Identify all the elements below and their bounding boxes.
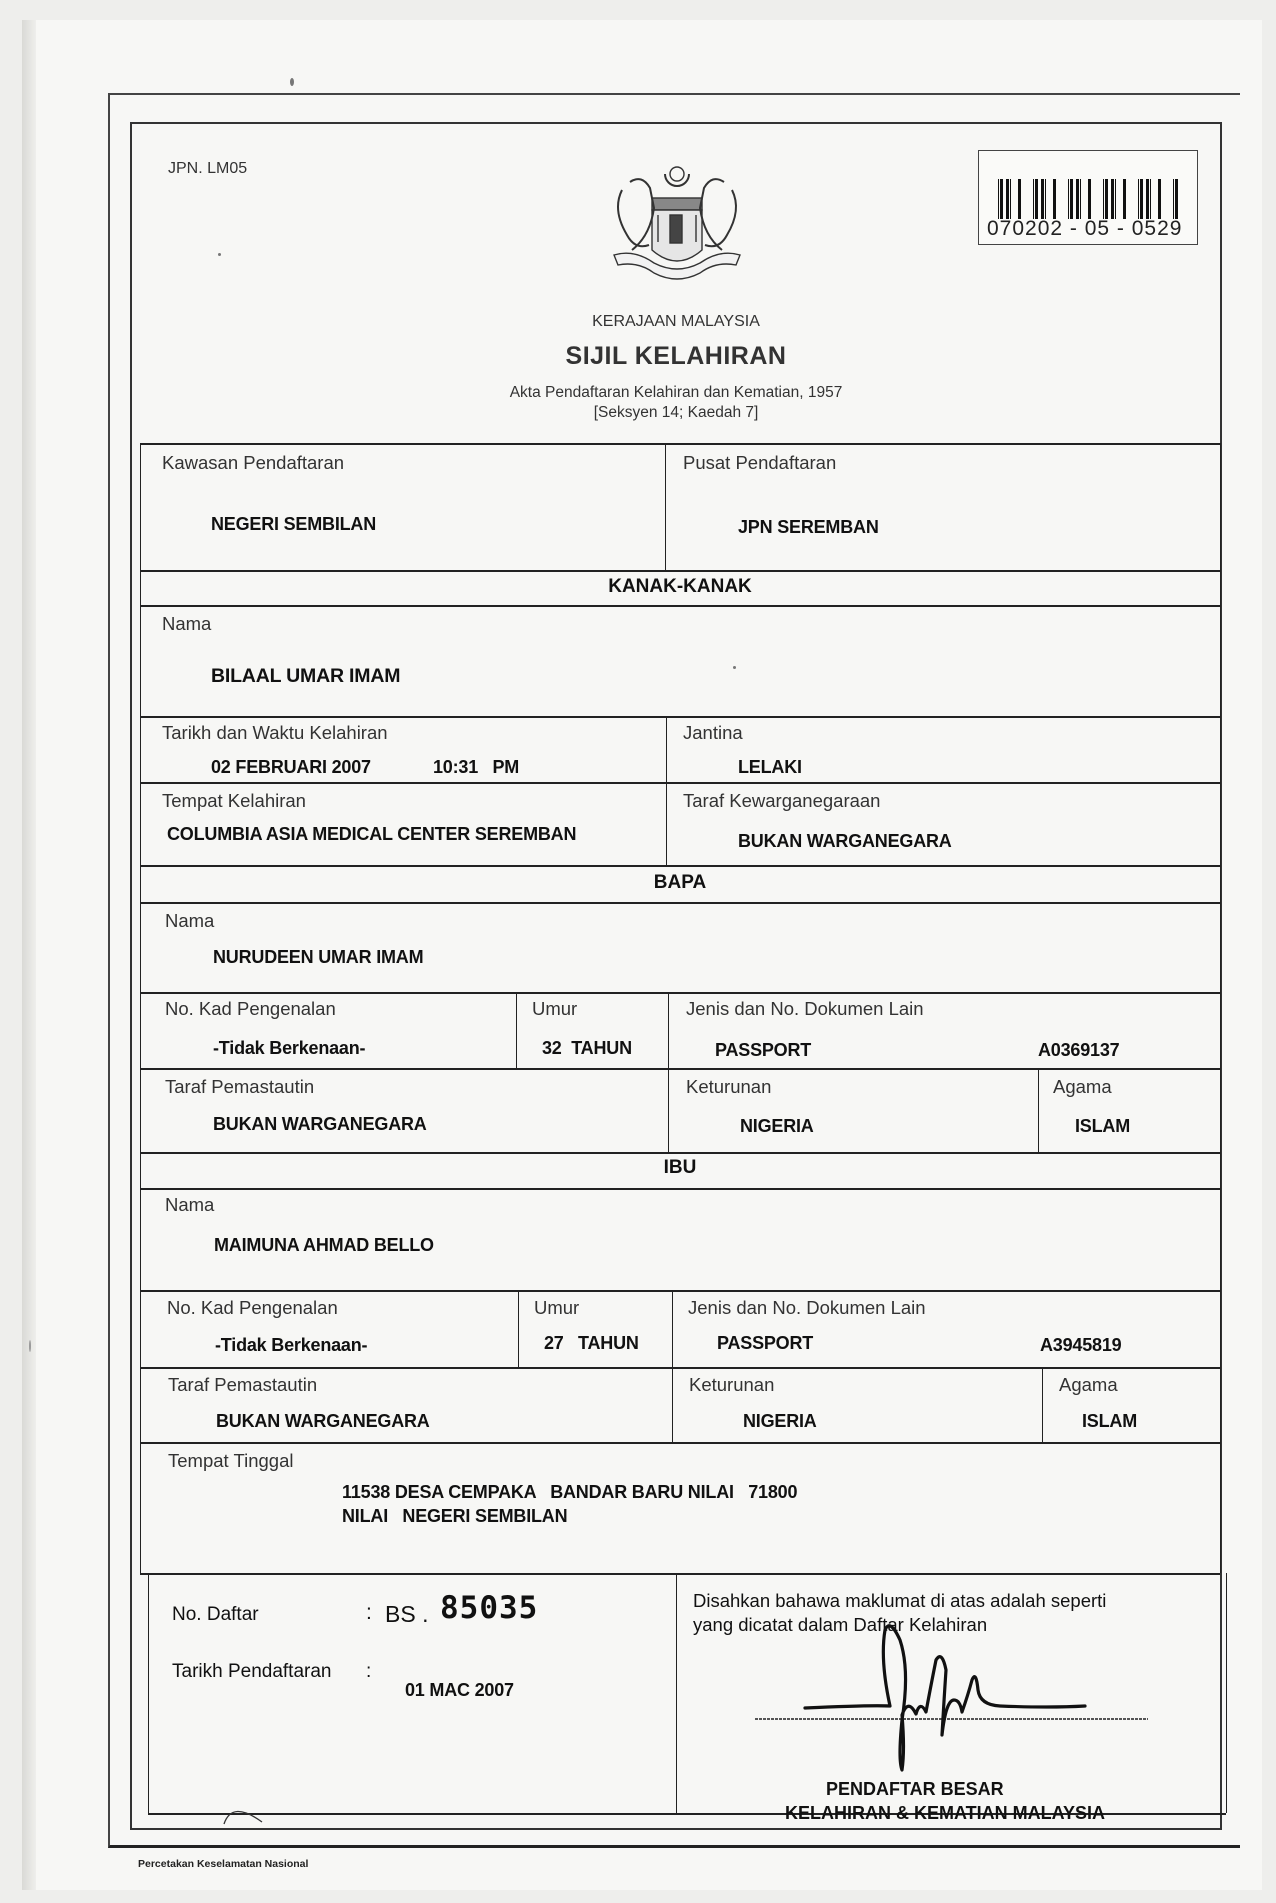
barcode-bar	[1166, 179, 1167, 219]
act-section: [Seksyen 14; Kaedah 7]	[593, 404, 759, 421]
mother-religion-label: Agama	[1059, 1374, 1118, 1395]
father-name-label: Nama	[165, 910, 215, 931]
rule	[676, 1573, 677, 1813]
barcode-bar	[1057, 179, 1060, 219]
rule	[140, 1367, 1220, 1369]
barcode-bar	[1039, 179, 1040, 219]
barcode-bar	[1061, 179, 1062, 219]
mother-doc-no: A3945819	[1040, 1335, 1122, 1355]
form-code: JPN. LM05	[168, 160, 248, 177]
smudge	[218, 253, 221, 256]
paper-edge	[22, 20, 36, 1890]
child-pob: COLUMBIA ASIA MEDICAL CENTER SEREMBAN	[167, 824, 577, 844]
rule	[665, 443, 666, 570]
barcode-bar	[1022, 179, 1025, 219]
child-name: BILAAL UMAR IMAM	[211, 665, 401, 687]
barcode-bar	[1096, 179, 1097, 219]
barcode-bar	[1173, 179, 1174, 219]
barcode-bar	[1000, 179, 1003, 219]
rule	[140, 443, 1220, 445]
father-ic: -Tidak Berkenaan-	[213, 1038, 366, 1058]
barcode-bar	[1105, 179, 1108, 219]
barcode-bar	[1076, 179, 1079, 219]
signatory-line-2: KELAHIRAN & KEMATIAN MALAYSIA	[785, 1803, 1106, 1823]
father-doc-label: Jenis dan No. Dokumen Lain	[686, 998, 924, 1019]
centre-value: JPN SEREMBAN	[738, 517, 879, 537]
father-age-label: Umur	[532, 998, 578, 1019]
signatory-line-1: PENDAFTAR BESAR	[826, 1779, 1004, 1799]
barcode-bar	[1140, 179, 1143, 219]
mother-doc-label: Jenis dan No. Dokumen Lain	[688, 1297, 926, 1318]
barcode-bar	[1127, 179, 1130, 219]
barcode-bar	[1175, 179, 1178, 219]
barcode-bar	[1115, 179, 1116, 219]
rule	[140, 443, 141, 1573]
area-label: Kawasan Pendaftaran	[162, 452, 345, 473]
barcode-bar	[1074, 179, 1075, 219]
child-name-label: Nama	[162, 613, 212, 634]
certification-line-1: Disahkan bahawa maklumat di atas adalah seperti	[693, 1590, 1107, 1611]
mother-religion: ISLAM	[1082, 1411, 1137, 1431]
barcode-bar	[1070, 179, 1073, 219]
citizenship-label: Taraf Kewarganegaraan	[683, 790, 881, 811]
barcode-bar	[1035, 179, 1038, 219]
rule	[666, 716, 667, 865]
father-name: NURUDEEN UMAR IMAM	[213, 947, 424, 967]
mother-doc-type: PASSPORT	[717, 1333, 814, 1353]
rule	[1226, 1573, 1227, 1813]
reg-no-prefix: BS .	[385, 1601, 429, 1627]
mother-age-label: Umur	[534, 1297, 580, 1318]
barcode-bar	[1092, 179, 1095, 219]
barcode-bar	[1004, 179, 1005, 219]
address-line-1: 11538 DESA CEMPAKA BANDAR BARU NILAI 71800	[342, 1482, 798, 1502]
barcode-bar	[1117, 179, 1120, 219]
address-line-2: NILAI NEGERI SEMBILAN	[342, 1506, 568, 1526]
rule	[140, 1573, 1220, 1575]
rule	[668, 992, 669, 1152]
father-doc-no: A0369137	[1038, 1040, 1120, 1060]
father-ic-label: No. Kad Pengenalan	[165, 998, 336, 1019]
mother-descent: NIGERIA	[743, 1411, 817, 1431]
barcode-bar	[1065, 179, 1067, 219]
dob-label: Tarikh dan Waktu Kelahiran	[162, 722, 388, 743]
father-doc-type: PASSPORT	[715, 1040, 812, 1060]
child-sex: LELAKI	[738, 757, 802, 777]
father-religion-label: Agama	[1053, 1076, 1112, 1097]
barcode-bar	[995, 179, 997, 219]
barcode-bars	[993, 179, 1185, 219]
barcode-bar	[1135, 179, 1137, 219]
barcode-bar	[1010, 179, 1011, 219]
smudge	[733, 666, 736, 669]
printer-imprint: Percetakan Keselamatan Nasional	[138, 1858, 309, 1870]
rule	[1042, 1367, 1043, 1442]
rule	[1220, 443, 1221, 1573]
father-descent-label: Keturunan	[686, 1076, 772, 1097]
barcode-bar	[1016, 179, 1017, 219]
address-label: Tempat Tinggal	[168, 1450, 294, 1471]
barcode-bar	[1098, 179, 1099, 219]
section-father: BAPA	[653, 872, 707, 893]
barcode-bar	[1026, 179, 1027, 219]
rule	[140, 992, 1220, 994]
mother-descent-label: Keturunan	[689, 1374, 775, 1395]
father-age: 32 TAHUN	[542, 1038, 632, 1058]
barcode-bar	[1018, 179, 1021, 219]
government-name: KERAJAAN MALAYSIA	[592, 313, 760, 330]
barcode-bar	[1109, 179, 1110, 219]
father-residency: BUKAN WARGANEGARA	[213, 1114, 427, 1134]
barcode-bar	[1080, 179, 1081, 219]
rule	[140, 605, 1220, 607]
mother-name-label: Nama	[165, 1194, 215, 1215]
reg-no: 85035	[440, 1590, 539, 1626]
barcode-bar	[1051, 179, 1052, 219]
barcode-bar	[1053, 179, 1056, 219]
area-value: NEGERI SEMBILAN	[211, 514, 377, 534]
rule	[672, 1290, 673, 1442]
father-residency-label: Taraf Pemastautin	[165, 1076, 315, 1097]
serial-number: 070202 - 05 - 0529	[987, 217, 1183, 240]
barcode-bar	[1144, 179, 1145, 219]
child-time: 10:31 PM	[433, 757, 520, 777]
barcode-bar	[1138, 179, 1139, 219]
barcode-bar	[1146, 179, 1149, 219]
mother-age: 27 TAHUN	[544, 1333, 639, 1353]
barcode-bar	[1158, 179, 1161, 219]
section-child: KANAK-KANAK	[608, 576, 752, 597]
mother-residency-label: Taraf Pemastautin	[168, 1374, 318, 1395]
barcode-bar	[1045, 179, 1046, 219]
mother-residency: BUKAN WARGANEGARA	[216, 1411, 430, 1431]
rule	[518, 1290, 519, 1367]
rule	[140, 716, 1220, 718]
reg-no-separator: :	[366, 1601, 372, 1624]
rule	[148, 1573, 149, 1813]
rule	[1038, 1068, 1039, 1152]
rule	[140, 1442, 1220, 1444]
barcode-bar	[1028, 179, 1029, 219]
reg-date: 01 MAC 2007	[405, 1680, 514, 1700]
fold-mark-icon	[222, 1800, 272, 1830]
father-descent: NIGERIA	[740, 1116, 814, 1136]
barcode-bar	[1103, 179, 1104, 219]
barcode-bar	[1047, 179, 1050, 219]
barcode-bar	[1086, 179, 1087, 219]
smudge	[29, 1340, 31, 1352]
signature-icon	[750, 1620, 1150, 1780]
child-citizenship: BUKAN WARGANEGARA	[738, 831, 952, 851]
document-title: SIJIL KELAHIRAN	[565, 342, 787, 370]
reg-no-label: No. Daftar	[172, 1604, 259, 1625]
rule	[140, 570, 1220, 572]
mother-ic: -Tidak Berkenaan-	[215, 1335, 368, 1355]
barcode-bar	[1168, 179, 1169, 219]
barcode-bar	[1121, 179, 1122, 219]
barcode-bar	[1033, 179, 1034, 219]
sex-label: Jantina	[683, 722, 743, 743]
barcode-bar	[1133, 179, 1134, 219]
rule	[140, 865, 1220, 867]
barcode-bar	[993, 179, 994, 219]
barcode-bar	[1162, 179, 1165, 219]
father-religion: ISLAM	[1075, 1116, 1130, 1136]
centre-label: Pusat Pendaftaran	[683, 452, 837, 473]
barcode-bar	[1156, 179, 1157, 219]
reg-date-separator: :	[366, 1661, 372, 1682]
barcode-bar	[1030, 179, 1032, 219]
act-reference: Akta Pendaftaran Kelahiran dan Kematian, 1957	[509, 384, 843, 401]
barcode-bar	[1041, 179, 1044, 219]
barcode-bar	[1012, 179, 1015, 219]
barcode-bar	[1100, 179, 1102, 219]
rule	[516, 992, 517, 1068]
barcode-bar	[1068, 179, 1069, 219]
barcode-bar	[1123, 179, 1126, 219]
coat-of-arms-icon	[592, 160, 762, 290]
barcode-bar	[1006, 179, 1009, 219]
barcode-bar	[1152, 179, 1155, 219]
barcode-bar	[998, 179, 999, 219]
rule	[140, 1290, 1220, 1292]
rule	[140, 1188, 1220, 1190]
barcode-bar	[1082, 179, 1085, 219]
barcode-bar	[1170, 179, 1172, 219]
child-dob: 02 FEBRUARI 2007	[211, 757, 371, 777]
barcode-bar	[1150, 179, 1151, 219]
smudge	[290, 78, 294, 86]
rule	[140, 902, 1220, 904]
barcode	[978, 150, 1198, 245]
rule	[140, 1068, 1220, 1070]
rule	[140, 1152, 1220, 1154]
mother-ic-label: No. Kad Pengenalan	[167, 1297, 338, 1318]
barcode-bar	[1131, 179, 1132, 219]
barcode-bar	[1111, 179, 1114, 219]
barcode-bar	[1088, 179, 1091, 219]
rule	[140, 782, 1220, 784]
section-mother: IBU	[663, 1157, 697, 1178]
pob-label: Tempat Kelahiran	[162, 790, 306, 811]
reg-date-label: Tarikh Pendaftaran	[172, 1661, 332, 1682]
certification-line-2: yang dicatat dalam Daftar Kelahiran	[693, 1614, 988, 1635]
barcode-bar	[1063, 179, 1064, 219]
mother-name: MAIMUNA AHMAD BELLO	[214, 1235, 434, 1255]
